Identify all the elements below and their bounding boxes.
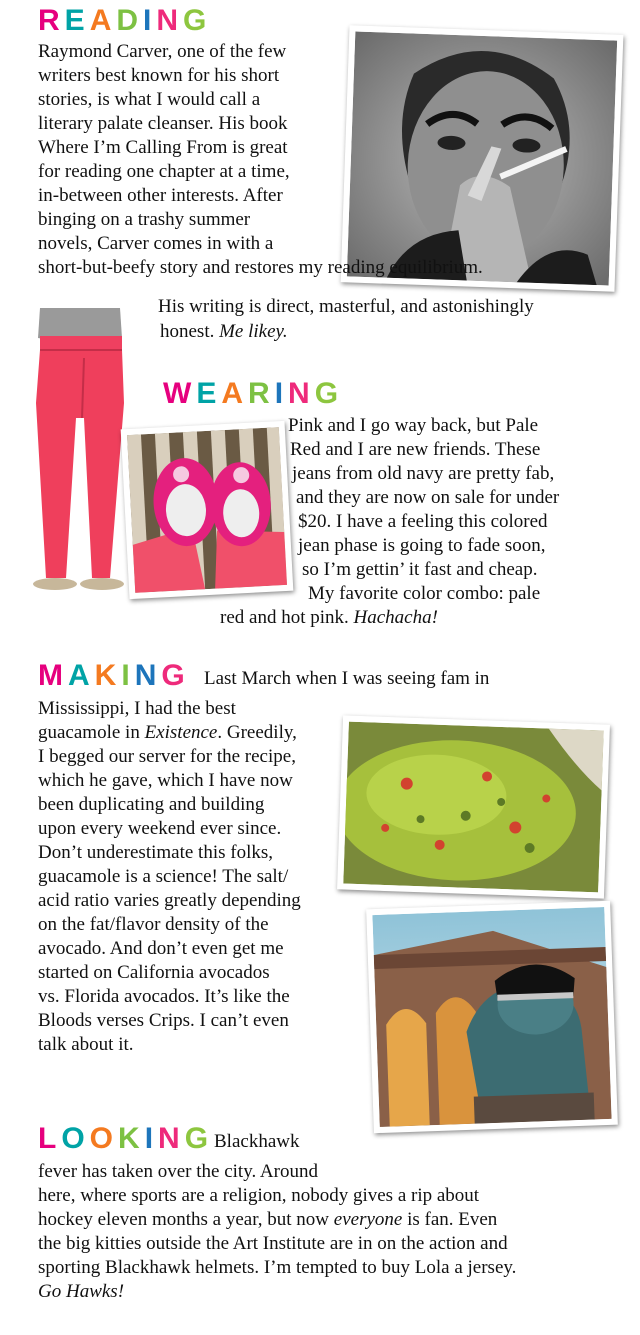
text-line: Raymond Carver, one of the few — [38, 41, 287, 62]
text-line: so I’m gettin’ it fast and cheap. — [302, 559, 538, 580]
text-line: avocado. And don’t even get me — [38, 938, 284, 959]
text-line: My favorite color combo: pale — [308, 583, 541, 604]
text-span: red and hot pink. — [220, 607, 354, 628]
heading-letter: A — [68, 659, 95, 692]
text-line: Red and I are new friends. These — [290, 439, 541, 460]
text-line: in-between other interests. After — [38, 185, 283, 206]
text-line: novels, Carver comes in with a — [38, 233, 274, 254]
heading-letter: G — [183, 4, 212, 37]
text-line: acid ratio varies greatly depending — [38, 890, 301, 911]
photo-guacamole — [337, 715, 610, 898]
text-line: jean phase is going to fade soon, — [298, 535, 546, 556]
text-line: guacamole is a science! The salt/ — [38, 866, 289, 887]
heading-letter: G — [184, 1122, 214, 1155]
text-line: talk about it. — [38, 1034, 134, 1055]
text-line: been duplicating and building — [38, 794, 265, 815]
heading-letter: A — [221, 377, 249, 410]
heading-letter: E — [196, 377, 222, 410]
heading-letter: K — [94, 659, 122, 692]
heading-letter: R — [38, 4, 65, 37]
photo-raymond-carver — [341, 25, 624, 291]
heading-making — [38, 660, 190, 692]
heading-letter: K — [118, 1122, 145, 1155]
text-line — [38, 1280, 124, 1303]
text-line: stories, is what I would call a — [38, 89, 261, 110]
text-span: honest. — [160, 321, 220, 342]
text-line: for reading one chapter at a time, — [38, 161, 290, 182]
emphasis-text: Go Hawks! — [38, 1281, 125, 1302]
text-line: binging on a trashy summer — [38, 209, 251, 230]
text-line: fever has taken over the city. Around — [38, 1161, 318, 1182]
lion-image — [372, 907, 611, 1127]
heading-letter: L — [38, 1122, 62, 1155]
heading-letter: M — [38, 659, 68, 692]
text-line — [38, 1208, 497, 1231]
text-span: hockey eleven months a year, but now — [38, 1209, 334, 1230]
text-line: the big kitties outside the Art Institute are in on the action and — [38, 1233, 508, 1254]
text-line: Don’t underestimate this folks, — [38, 842, 274, 863]
text-line: Last March when I was seeing fam in — [204, 668, 490, 689]
text-line: His writing is direct, masterful, and astonishingly — [158, 296, 534, 317]
text-line: $20. I have a feeling this colored — [298, 511, 548, 532]
text-line: vs. Florida avocados. It’s like the — [38, 986, 290, 1007]
text-span: . Greedily, — [217, 722, 297, 743]
text-line: I begged our server for the recipe, — [38, 746, 296, 767]
text-line: which he gave, which I have now — [38, 770, 293, 791]
heading-letter: I — [121, 659, 135, 692]
text-line: here, where sports are a religion, nobody gives a rip about — [38, 1185, 480, 1206]
heading-reading — [38, 5, 211, 37]
shoes-image — [127, 427, 287, 593]
text-span: guacamole in — [38, 722, 145, 743]
heading-letter: N — [156, 4, 184, 37]
text-line: Bloods verses Crips. I can’t even — [38, 1010, 289, 1031]
emphasis-text: everyone — [333, 1209, 403, 1230]
text-line: Mississippi, I had the best — [38, 698, 236, 719]
text-line: on the fat/flavor density of the — [38, 914, 269, 935]
heading-wearing — [163, 378, 343, 410]
emphasis-text: Hachacha! — [353, 607, 438, 628]
text-line: literary palate cleanser. His book — [38, 113, 288, 134]
heading-letter: N — [134, 659, 162, 692]
text-line: started on California avocados — [38, 962, 270, 983]
text-line — [220, 606, 438, 629]
heading-letter: E — [64, 4, 90, 37]
heading-letter: I — [274, 377, 289, 410]
photo-art-institute-lion — [366, 901, 618, 1133]
emphasis-text: Me likey. — [219, 321, 288, 342]
heading-letter: W — [163, 377, 197, 410]
heading-letter: I — [144, 1122, 159, 1155]
text-line — [160, 320, 288, 343]
text-line: Pink and I go way back, but Pale — [288, 415, 539, 436]
portrait-image — [347, 32, 617, 286]
heading-letter: O — [61, 1122, 90, 1155]
text-line: short-but-beefy story and restores my reading equilibrium. — [38, 257, 483, 278]
guacamole-image — [343, 722, 603, 893]
heading-letter: G — [161, 659, 190, 692]
heading-letter: R — [248, 377, 275, 410]
text-line — [38, 721, 297, 744]
emphasis-text: Existence — [144, 722, 218, 743]
heading-letter: A — [89, 4, 117, 37]
heading-letter: N — [288, 377, 315, 410]
heading-letter: N — [158, 1122, 185, 1155]
heading-letter: O — [89, 1122, 119, 1155]
text-span: is fan. Even — [402, 1209, 498, 1230]
text-line: sporting Blackhawk helmets. I’m tempted to buy Lola a jersey. — [38, 1257, 517, 1278]
photo-pink-shoes — [121, 421, 294, 599]
heading-letter: G — [314, 377, 344, 410]
heading-letter: I — [143, 4, 157, 37]
heading-looking — [38, 1123, 213, 1155]
text-line: Blackhawk — [214, 1131, 300, 1152]
text-line: writers best known for his short — [38, 65, 280, 86]
text-line: and they are now on sale for under — [296, 487, 560, 508]
text-line: jeans from old navy are pretty fab, — [292, 463, 555, 484]
text-line: Where I’m Calling From is great — [38, 137, 288, 158]
heading-letter: D — [116, 4, 144, 37]
text-line: upon every weekend ever since. — [38, 818, 282, 839]
